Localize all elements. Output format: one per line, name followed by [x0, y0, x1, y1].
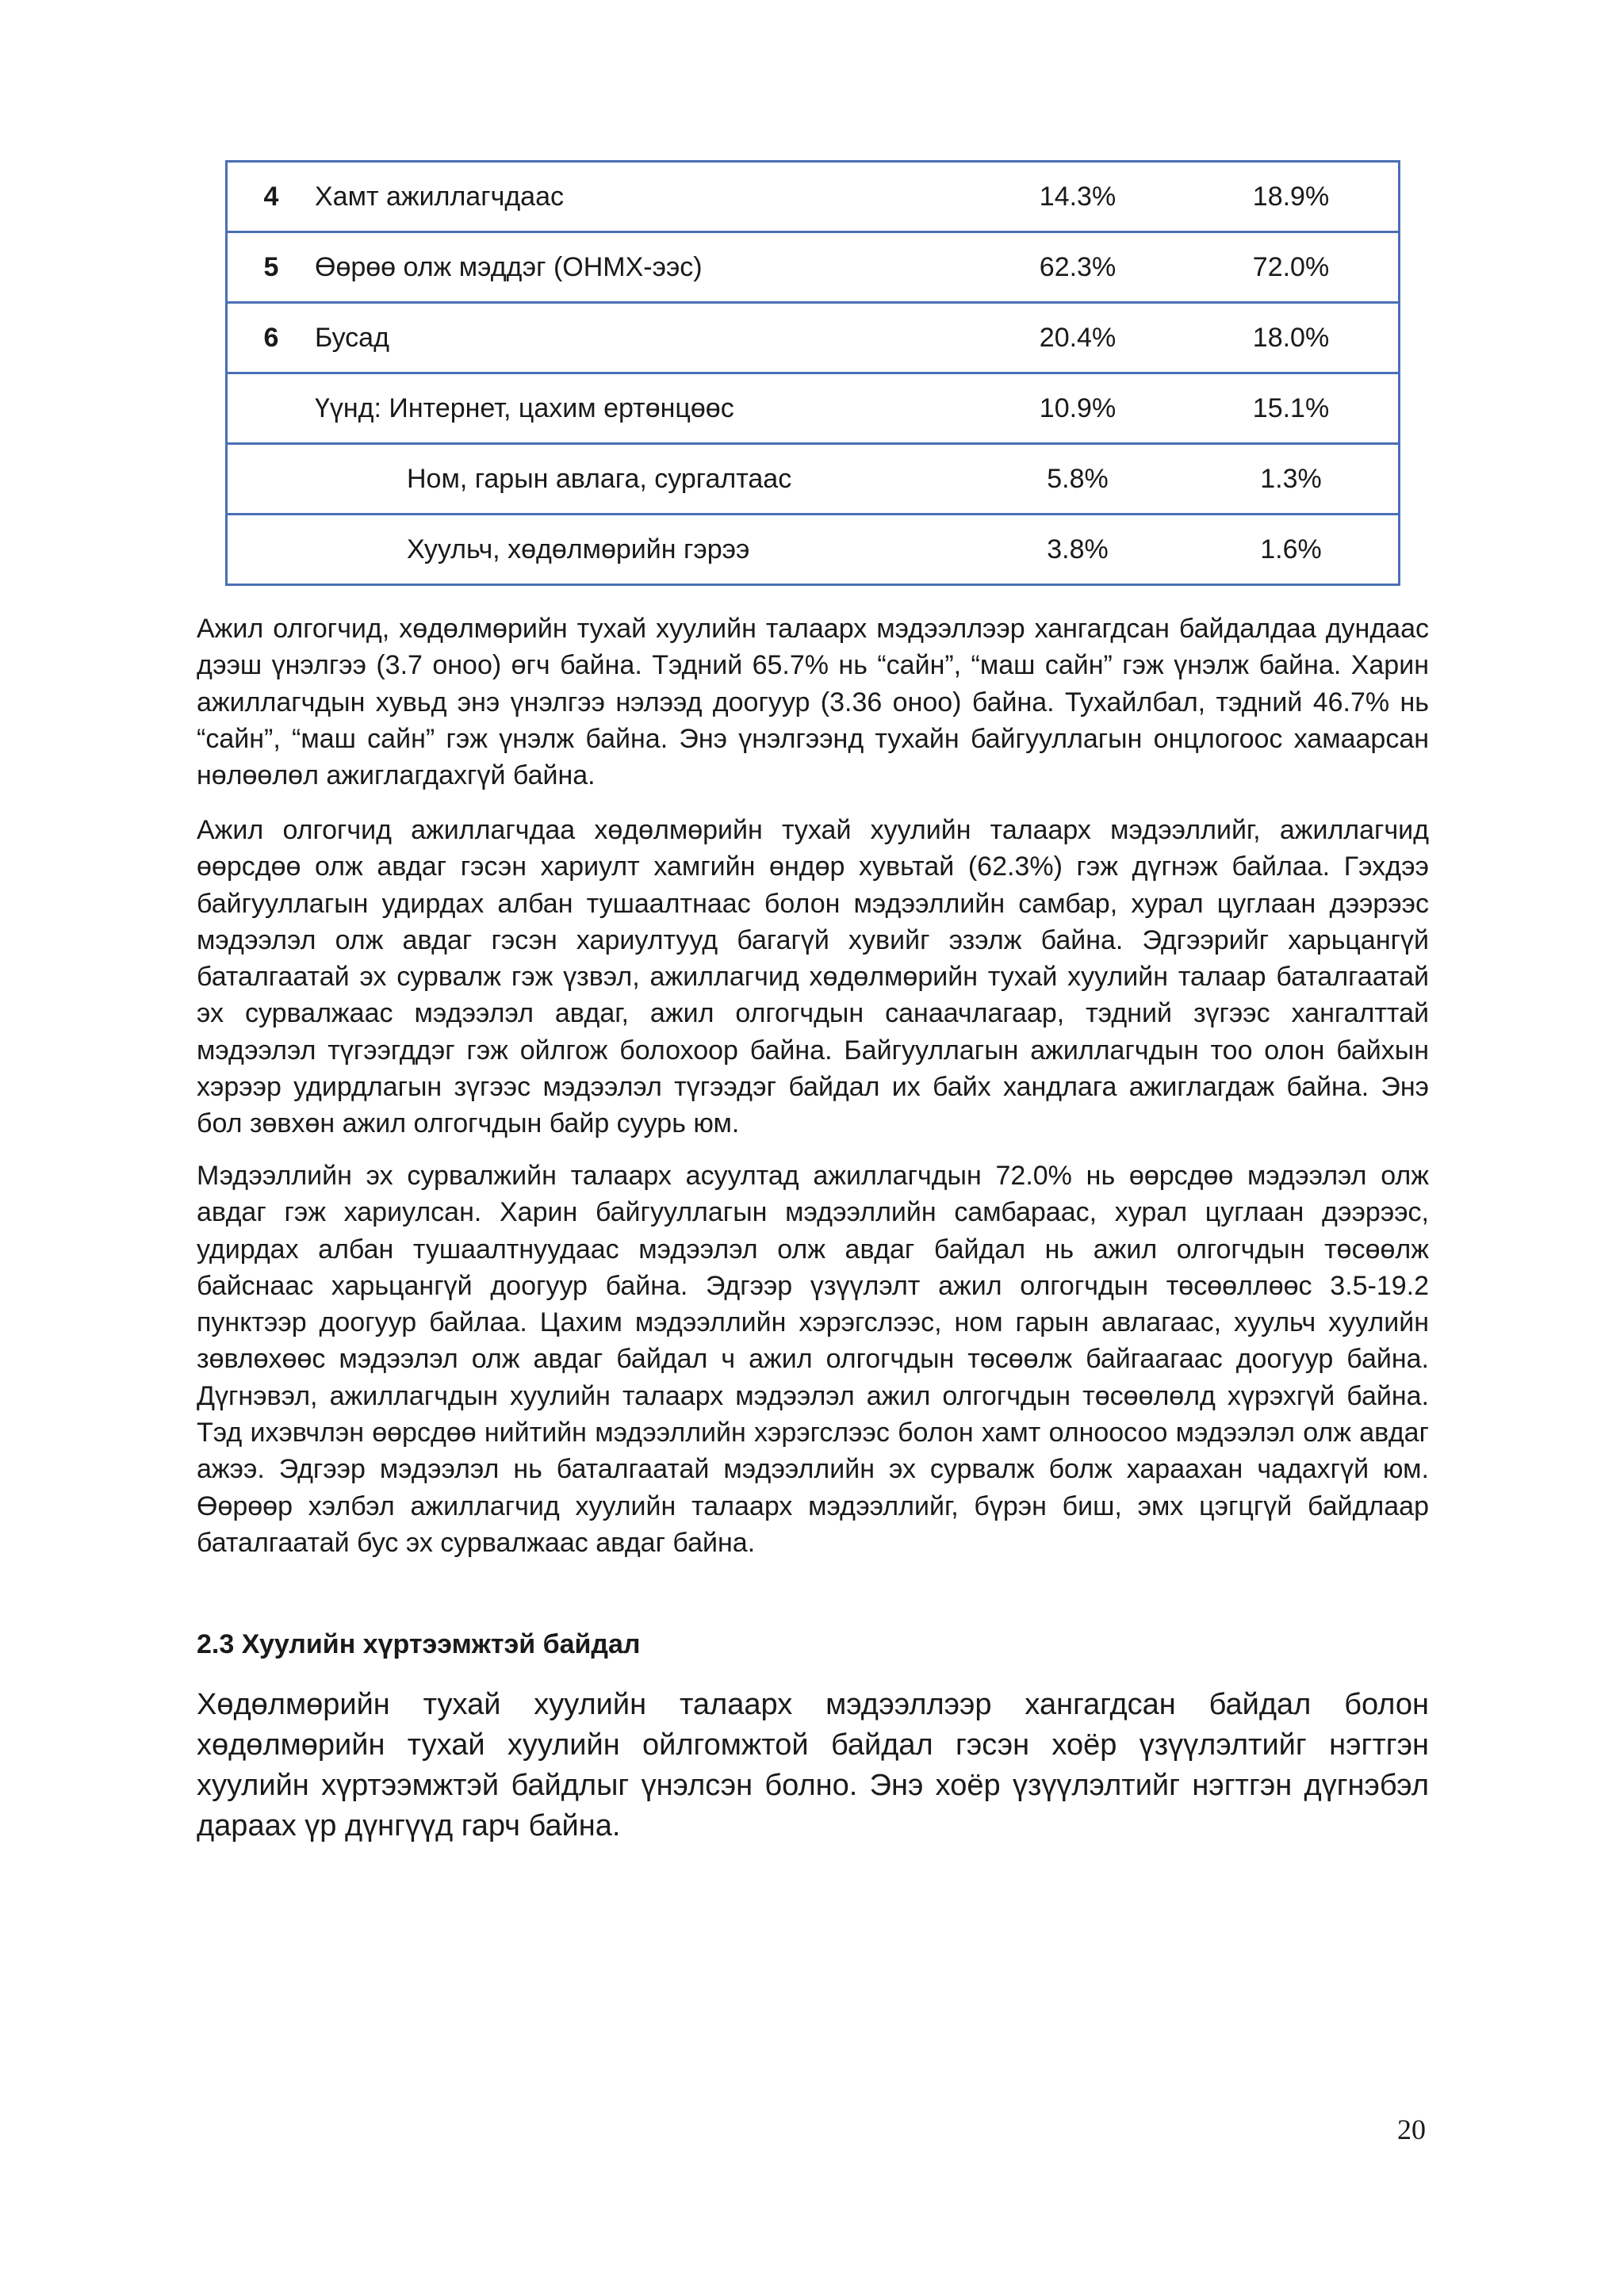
row-label: Хуульч, хөдөлмөрийн гэрээ: [407, 534, 750, 564]
row-number: 4: [227, 162, 316, 232]
employer-value: 62.3%: [971, 232, 1184, 303]
section-body: Хөдөлмөрийн тухай хуулийн талаарх мэдээллээр хангагдсан байдал болон хөдөлмөрийн тухай хуулийн ойлгомжтой байдал гэсэн хоёр үзүүлэлтийг нэгтгэн хуулийн хүртээмжтэй байдлыг үнэлсэн болно. Энэ хоёр үзүүлэлтийг нэгтгэн дүгнэбэл дараах үр дүнгүүд гарч байна.: [197, 1688, 1429, 1843]
employee-value: 15.1%: [1184, 373, 1400, 444]
table-row: [227, 373, 1400, 444]
table-row: [227, 444, 1400, 515]
employee-value: 1.6%: [1184, 515, 1400, 585]
row-label: Хамт ажиллагчдаас: [315, 162, 971, 232]
employee-value: 1.3%: [1184, 444, 1400, 515]
employer-value: 5.8%: [971, 444, 1184, 515]
table-row: [227, 232, 1400, 303]
row-label-cell: [227, 373, 972, 444]
row-label-cell: [227, 515, 972, 585]
section-heading: 2.3 Хуулийн хүртээмжтэй байдал: [197, 1629, 641, 1659]
row-label: Бусад: [315, 303, 971, 373]
row-label: Үүнд: Интернет, цахим ертөнцөөс: [315, 392, 734, 423]
row-label: Ном, гарын авлага, сургалтаас: [407, 463, 792, 494]
employer-value: 14.3%: [971, 162, 1184, 232]
row-label: Өөрөө олж мэддэг (ОНМХ-ээс): [315, 232, 971, 303]
page-number: 20: [1397, 2114, 1426, 2145]
employer-value: 20.4%: [971, 303, 1184, 373]
employer-value: 3.8%: [971, 515, 1184, 585]
row-label-cell: [227, 444, 972, 515]
employee-value: 72.0%: [1184, 232, 1400, 303]
row-number: 6: [227, 303, 316, 373]
table-row: [227, 515, 1400, 585]
row-number: 5: [227, 232, 316, 303]
paragraph-employer-assessment: Ажил олгогчид, хөдөлмөрийн тухай хуулийн талаарх мэдээллээр хангагдсан байдалдаа дундаас дээш үнэлгээ (3.7 оноо) өгч байна. Тэдний 65.7% нь “сайн”, “маш сайн” гэж үнэлж байна. Харин ажиллагчдын хувьд энэ үнэлгээ нэлээд доогуур (3.36 оноо) байна. Тухайлбал, тэдний 46.7% нь “сайн”, “маш сайн” гэж үнэлж байна. Энэ үнэлгээнд тухайн байгууллагын онцлогоос хамаарсан нөлөөлөл ажиглагдахгүй байна.: [197, 614, 1429, 791]
employee-value: 18.9%: [1184, 162, 1400, 232]
employer-value: 10.9%: [971, 373, 1184, 444]
employee-value: 18.0%: [1184, 303, 1400, 373]
paragraph-employer-sources: Ажил олгогчид ажиллагчдаа хөдөлмөрийн тухай хуулийн талаарх мэдээллийг, ажиллагчид өөрсдөө олж авдаг гэсэн хариулт хамгийн өндөр хувьтай (62.3%) гэж дүгнэж байлаа. Гэхдээ байгууллагын удирдах албан тушаалтнаас болон мэдээллийн самбар, хурал цуглаан дээрээс мэдээлэл олж авдаг гэсэн хариултууд багагүй хувийг эзэлж байна. Эдгээрийг харьцангүй баталгаатай эх сурвалж гэж үзвэл, ажиллагчид хөдөлмөрийн тухай хуулийн талаар баталгаатай эх сурвалжаас мэдээлэл авдаг, ажил олгогчдын санаачлагаар, тэдний зүгээс хангалттай мэдээлэл түгээгддэг гэж ойлгож болохоор байна. Байгууллагын ажиллагчдын тоо олон байхын хэрээр удирдлагын зүгээс мэдээлэл түгээдэг байдал их байх хандлага ажиглагдаж байна. Энэ бол зөвхөн ажил олгогчдын байр суурь юм.: [197, 815, 1429, 1139]
table-row: [227, 162, 1400, 232]
table-row: [227, 303, 1400, 373]
paragraph-employee-sources: Мэдээллийн эх сурвалжийн талаарх асуултад ажиллагчдын 72.0% нь өөрсдөө мэдээлэл олж авдаг гэж хариулсан. Харин байгууллагын мэдээллийн самбараас, хурал цуглаан дээрээс, удирдах албан тушаалтнуудаас мэдээлэл олж авдаг байдал нь ажил олгогчдын төсөөлж байснаас харьцангүй доогуур байна. Эдгээр үзүүлэлт ажил олгогчдын төсөөллөөс 3.5-19.2 пунктээр доогуур байлаа. Цахим мэдээллийн хэрэгслээс, ном гарын авлагаас, хуульч хуулийн зөвлөхөөс мэдээлэл олж авдаг байдал ч ажил олгогчдын төсөөлж байгаагаас доогуур байна. Дүгнэвэл, ажиллагчдын хуулийн талаарх мэдээлэл ажил олгогчдын төсөөлөлд хүрэхгүй байна. Тэд ихэвчлэн өөрсдөө нийтийн мэдээллийн хэрэгслээс болон хамт олноосоо мэдээлэл олж авдаг ажээ. Эдгээр мэдээлэл нь баталгаатай мэдээллийн эх сурвалж болж хараахан чадахгүй юм. Өөрөөр хэлбэл ажиллагчид хуулийн талаарх мэдээллийг, бүрэн биш, эмх цэгцгүй байдлаар баталгаатай бус эх сурвалжаас авдаг байна.: [197, 1161, 1429, 1558]
information-source-table: [225, 160, 1400, 586]
